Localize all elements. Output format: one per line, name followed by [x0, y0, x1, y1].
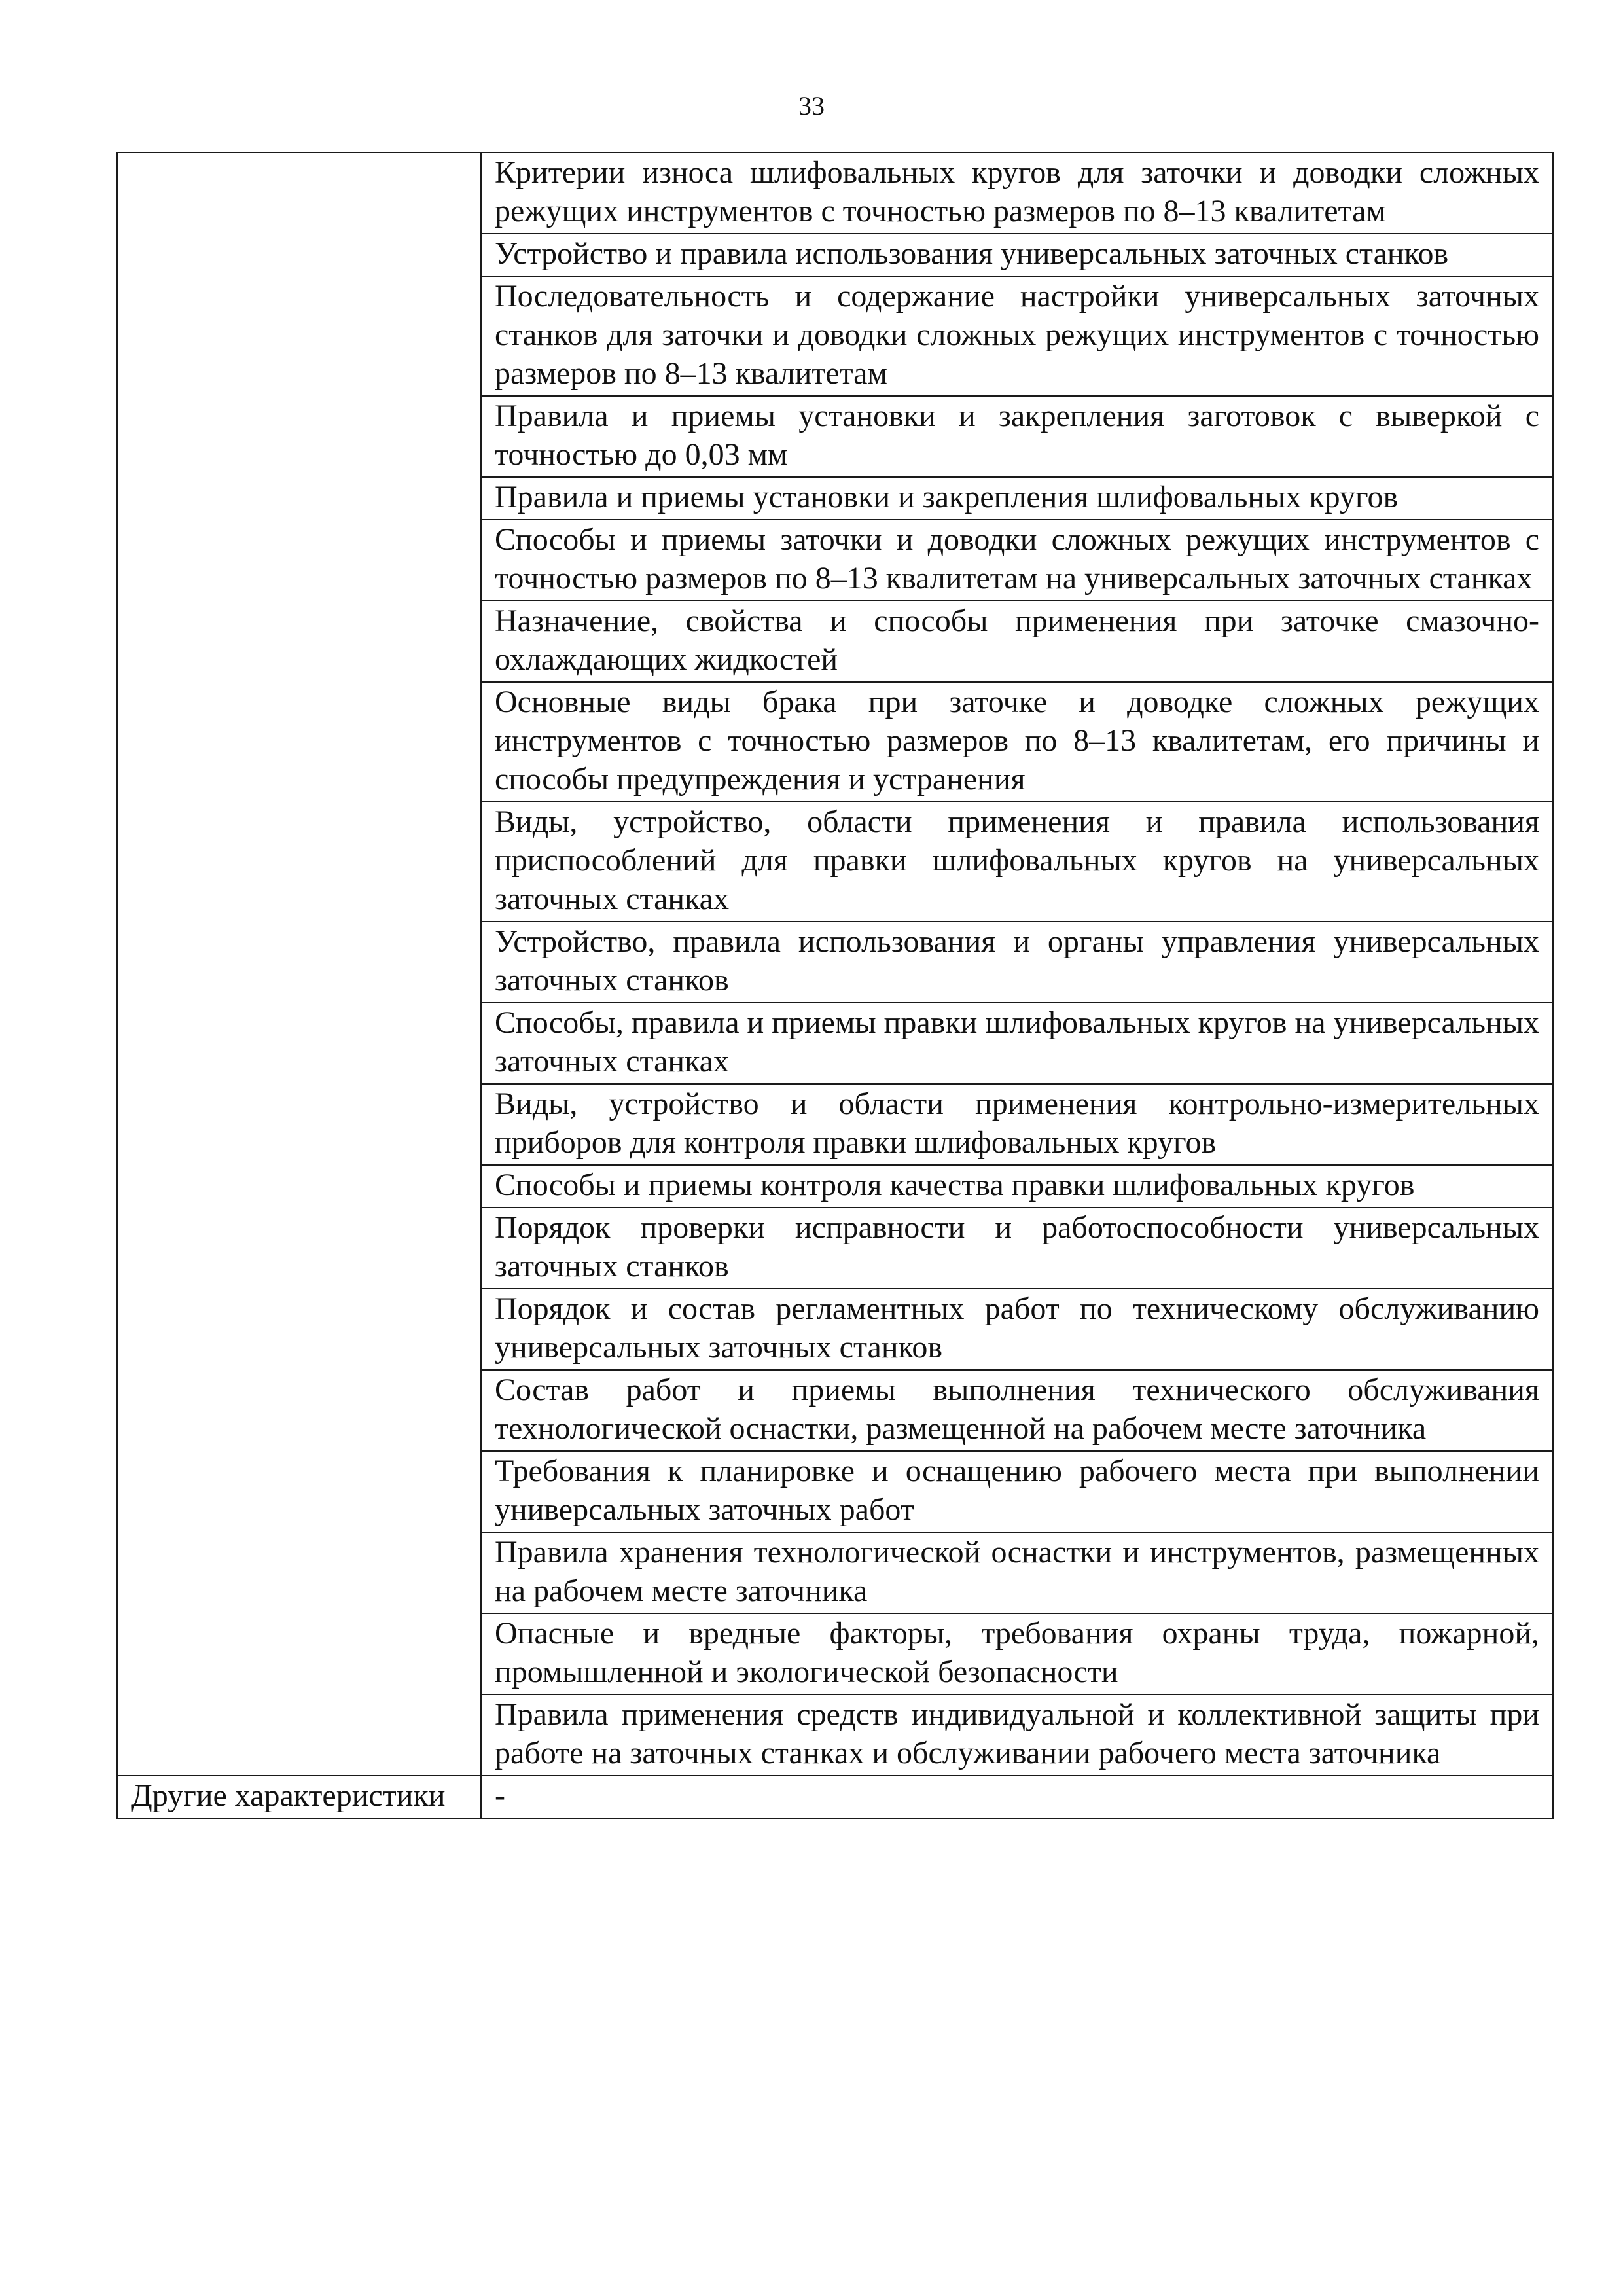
other-characteristics-value: -: [481, 1776, 1553, 1818]
other-characteristics-row: [117, 1776, 1553, 1818]
requirement-cell: Порядок проверки исправности и работоспособности универсальных заточных станков: [481, 1208, 1553, 1289]
requirement-cell: Назначение, свойства и способы применения при заточке смазочно-охлаждающих жидкостей: [481, 601, 1553, 682]
requirement-cell: Последовательность и содержание настройки универсальных заточных станков для заточки и доводки сложных режущих инструментов с точностью размеров по 8–13 квалитетам: [481, 276, 1553, 396]
table-row: [117, 152, 1553, 234]
requirement-cell: Состав работ и приемы выполнения технического обслуживания технологической оснастки, размещенной на рабочем месте заточника: [481, 1370, 1553, 1451]
other-characteristics-label: Другие характеристики: [117, 1776, 481, 1818]
requirements-table: [116, 152, 1554, 1819]
requirement-cell: Основные виды брака при заточке и доводке сложных режущих инструментов с точностью размеров по 8–13 квалитетам, его причины и способы предупреждения и устранения: [481, 682, 1553, 802]
requirement-cell: Правила и приемы установки и закрепления заготовок с выверкой с точностью до 0,03 мм: [481, 396, 1553, 477]
requirement-cell: Порядок и состав регламентных работ по техническому обслуживанию универсальных заточных станков: [481, 1289, 1553, 1370]
requirement-cell: Правила применения средств индивидуальной и коллективной защиты при работе на заточных станках и обслуживании рабочего места заточника: [481, 1695, 1553, 1776]
requirement-cell: Устройство и правила использования универсальных заточных станков: [481, 234, 1553, 276]
requirement-cell: Способы и приемы контроля качества правки шлифовальных кругов: [481, 1165, 1553, 1208]
requirement-cell: Требования к планировке и оснащению рабочего места при выполнении универсальных заточных работ: [481, 1451, 1553, 1532]
requirement-cell: Устройство, правила использования и органы управления универсальных заточных станков: [481, 922, 1553, 1003]
requirement-cell: Виды, устройство и области применения контрольно-измерительных приборов для контроля правки шлифовальных кругов: [481, 1084, 1553, 1165]
requirement-cell: Правила хранения технологической оснастки и инструментов, размещенных на рабочем месте заточника: [481, 1532, 1553, 1613]
requirement-cell: Критерии износа шлифовальных кругов для заточки и доводки сложных режущих инструментов с точностью размеров по 8–13 квалитетам: [481, 152, 1553, 234]
requirement-cell: Способы и приемы заточки и доводки сложных режущих инструментов с точностью размеров по 8–13 квалитетам на универсальных заточных станках: [481, 520, 1553, 601]
requirement-cell: Опасные и вредные факторы, требования охраны труда, пожарной, промышленной и экологической безопасности: [481, 1613, 1553, 1695]
page-number: 33: [798, 91, 825, 120]
empty-label-cell: [117, 152, 481, 1776]
requirement-cell: Виды, устройство, области применения и правила использования приспособлений для правки шлифовальных кругов на универсальных заточных станках: [481, 802, 1553, 922]
requirement-cell: Способы, правила и приемы правки шлифовальных кругов на универсальных заточных станках: [481, 1003, 1553, 1084]
requirement-cell: Правила и приемы установки и закрепления шлифовальных кругов: [481, 477, 1553, 520]
